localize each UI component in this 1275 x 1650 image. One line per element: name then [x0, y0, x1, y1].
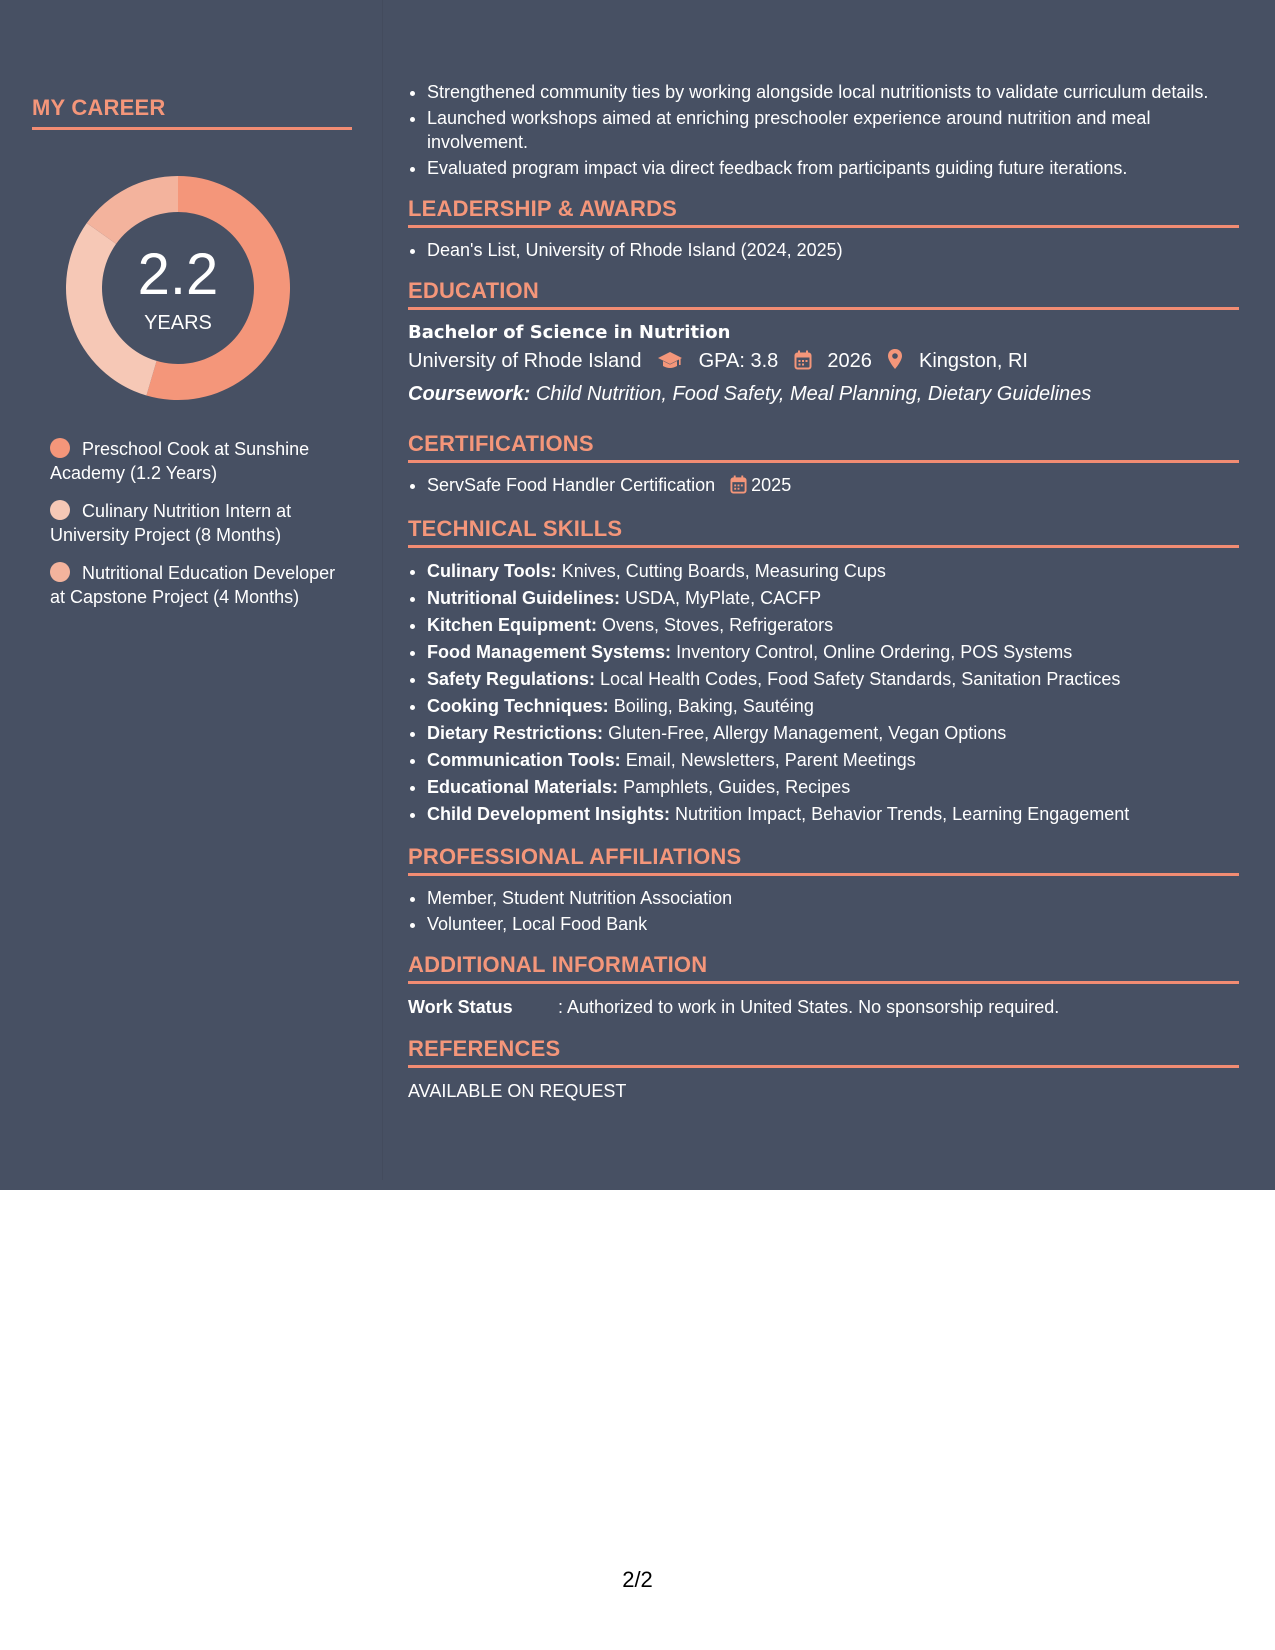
experience-bullets — [408, 80, 1239, 180]
legend-dot-icon — [50, 500, 70, 520]
education-title: EDUCATION — [408, 278, 1239, 310]
list-item: • Evaluated program impact via direct feedback from participants guiding future iterations. — [427, 156, 1239, 180]
career-item — [50, 499, 350, 547]
page-number: 2/2 — [622, 1567, 653, 1592]
skill-value: Ovens, Stoves, Refrigerators — [602, 615, 834, 635]
career-item — [50, 437, 350, 485]
skill-value: Inventory Control, Online Ordering, POS Systems — [676, 642, 1073, 662]
skill-value: Nutrition Impact, Behavior Trends, Learning Engagement — [675, 804, 1130, 824]
skill-label: Cooking Techniques: — [427, 696, 609, 716]
skill-value: Local Health Codes, Food Safety Standards, Sanitation Practices — [600, 669, 1121, 689]
certifications-title: CERTIFICATIONS — [408, 431, 1239, 463]
additional-info-title: ADDITIONAL INFORMATION — [408, 952, 1239, 984]
skill-item — [427, 720, 1239, 747]
skill-value: Gluten-Free, Allergy Management, Vegan Options — [608, 723, 1007, 743]
left-column — [32, 95, 352, 607]
career-item-label: Nutritional Education Developer at Capstone Project (4 Months) — [50, 563, 336, 607]
calendar-icon — [730, 475, 747, 500]
career-item — [50, 561, 350, 609]
skill-item — [427, 585, 1239, 612]
skill-label: Culinary Tools: — [427, 561, 557, 581]
skill-label: Safety Regulations: — [427, 669, 596, 689]
right-column — [408, 80, 1239, 1104]
education-details — [408, 346, 1239, 379]
certification-name: ServSafe Food Handler Certification — [427, 475, 716, 495]
legend-dot-icon — [50, 438, 70, 458]
career-item-label: Preschool Cook at Sunshine Academy (1.2 Years) — [50, 439, 310, 483]
school-name: University of Rhode Island — [408, 350, 642, 372]
list-item — [427, 473, 1239, 500]
affiliations-title: PROFESSIONAL AFFILIATIONS — [408, 844, 1239, 876]
skill-label: Nutritional Guidelines: — [427, 588, 621, 608]
references-text: AVAILABLE ON REQUEST — [408, 1081, 627, 1101]
career-item-label: Culinary Nutrition Intern at University Project (8 Months) — [50, 501, 292, 545]
career-donut-chart — [66, 176, 290, 400]
work-status — [408, 994, 1239, 1020]
skill-item — [427, 747, 1239, 774]
skill-label: Communication Tools: — [427, 750, 621, 770]
leadership-title: LEADERSHIP & AWARDS — [408, 196, 1239, 228]
skill-item — [427, 639, 1239, 666]
legend-dot-icon — [50, 562, 70, 582]
references-title: REFERENCES — [408, 1036, 1239, 1068]
skill-label: Educational Materials: — [427, 777, 619, 797]
list-item: • Member, Student Nutrition Association — [427, 886, 1239, 910]
skill-value: Email, Newsletters, Parent Meetings — [625, 750, 916, 770]
coursework-value: Child Nutrition, Food Safety, Meal Planning, Dietary Guidelines — [535, 383, 1092, 405]
career-title: MY CAREER — [32, 95, 352, 130]
graduation-cap-icon — [657, 349, 683, 379]
skill-label: Food Management Systems: — [427, 642, 672, 662]
skill-item — [427, 693, 1239, 720]
calendar-icon — [794, 349, 812, 379]
certification-year: 2025 — [751, 475, 792, 495]
skills-title: TECHNICAL SKILLS — [408, 516, 1239, 548]
skill-label: Child Development Insights: — [427, 804, 671, 824]
list-item: • Launched workshops aimed at enriching preschooler experience around nutrition and meal involvement. — [427, 106, 1239, 154]
location-pin-icon — [887, 348, 903, 379]
skill-item — [427, 774, 1239, 801]
list-item: • Volunteer, Local Food Bank — [427, 912, 1239, 936]
list-item: • Dean's List, University of Rhode Island (2024, 2025) — [427, 238, 1239, 262]
skill-item — [427, 666, 1239, 693]
skill-label: Kitchen Equipment: — [427, 615, 597, 635]
skill-item — [427, 558, 1239, 585]
school-location: Kingston, RI — [919, 350, 1028, 372]
career-total-value: 2.2 — [137, 242, 219, 307]
skills-list — [408, 558, 1239, 828]
coursework-label: Coursework: — [408, 383, 531, 405]
degree-name: Bachelor of Science in Nutrition — [408, 322, 731, 343]
work-status-label: Work Status — [408, 997, 513, 1017]
coursework — [408, 379, 1239, 409]
skill-label: Dietary Restrictions: — [427, 723, 604, 743]
skill-item — [427, 612, 1239, 639]
graduation-year: 2026 — [827, 350, 872, 372]
skill-value: Boiling, Baking, Sautéing — [613, 696, 814, 716]
career-total-unit: YEARS — [144, 312, 212, 334]
skill-value: USDA, MyPlate, CACFP — [625, 588, 822, 608]
skill-value: Knives, Cutting Boards, Measuring Cups — [561, 561, 886, 581]
work-status-value: : Authorized to work in United States. No sponsorship required. — [558, 997, 1060, 1017]
skill-item — [427, 801, 1239, 828]
list-item: • Strengthened community ties by working alongside local nutritionists to validate curriculum details. — [427, 80, 1239, 104]
certifications-list — [408, 473, 1239, 500]
affiliations-list — [408, 886, 1239, 936]
gpa: GPA: 3.8 — [698, 350, 779, 372]
leadership-list — [408, 238, 1239, 262]
career-legend — [50, 437, 350, 623]
column-divider — [382, 0, 383, 1180]
skill-value: Pamphlets, Guides, Recipes — [623, 777, 851, 797]
